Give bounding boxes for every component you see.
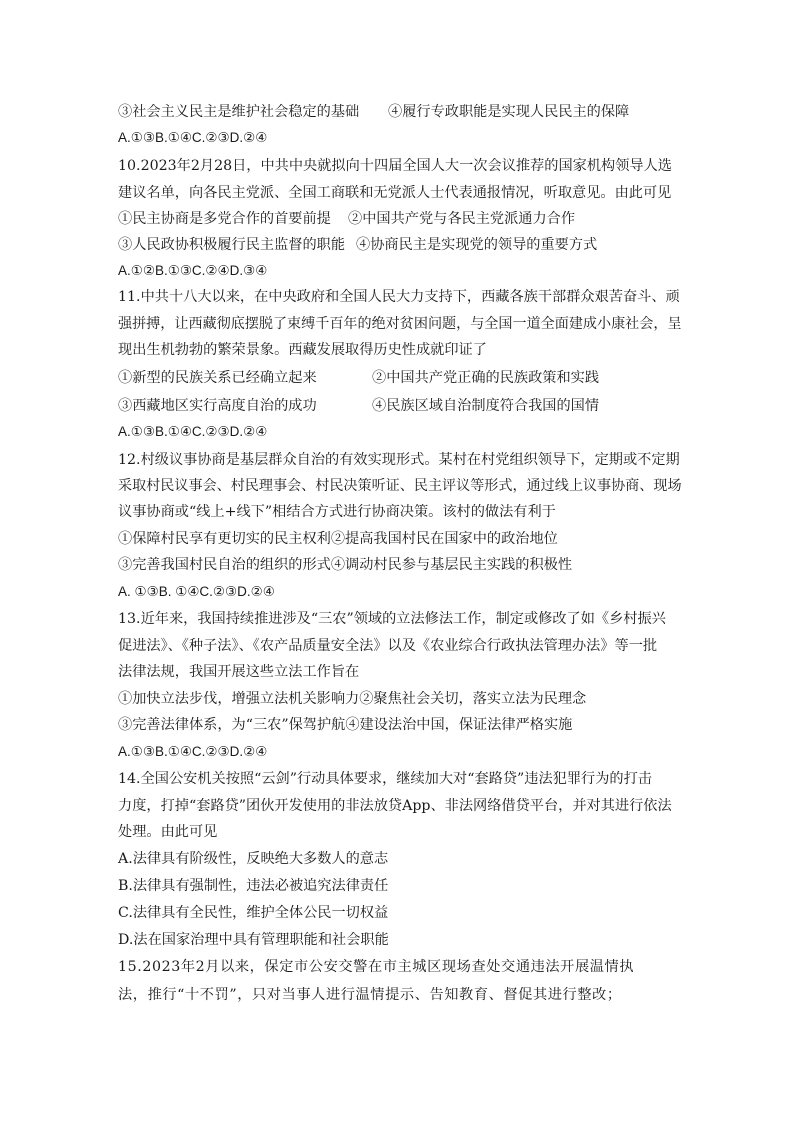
- q15-stem-line: 15.2023年2月以来，保定市公安交警在市主城区现场查处交通违法开展温情执: [118, 959, 635, 975]
- q12-stem-line: 12.村级议事协商是基层群众自治的有效实现形式。某村在村党组织领导下，定期或不定期: [118, 452, 680, 468]
- q11-statement-4: ④民族区域自治制度符合我国的国情: [372, 398, 600, 414]
- q9-statement-3: ③社会主义民主是维护社会稳定的基础: [118, 104, 360, 120]
- q14-stem-line: 力度，打掉“套路贷”团伙开发使用的非法放贷App、非法网络借贷平台，并对其进行依法: [118, 798, 672, 814]
- q10-statement-1: ①民主协商是多党合作的首要前提: [118, 211, 331, 227]
- q11-stem-line: 现出生机勃勃的繁荣景象。西藏发展取得历史性成就印证了: [118, 342, 487, 358]
- q10-statement-4: ④协商民主是实现党的领导的重要方式: [356, 237, 598, 253]
- q14-stem-line: 14.全国公安机关按照“云剑”行动具体要求，继续加大对“套路贷”违法犯罪行为的打击: [118, 771, 652, 787]
- q13-options: A.①③B.①④C.②③D.②④: [118, 744, 268, 759]
- q10-options: A.①②B.①③C.②④D.③④: [118, 263, 268, 278]
- q13-statements-row1: ①加快立法步伐，增强立法机关影响力②聚焦社会关切，落实立法为民理念: [118, 691, 587, 707]
- q11-stem-line: 11.中共十八大以来，在中央政府和全国人民大力支持下，西藏各族干部群众艰苦奋斗、顽: [118, 289, 680, 305]
- q10-statement-2: ②中国共产党与各民主党派通力合作: [348, 211, 576, 227]
- q13-stem-line: 法律法规，我国开展这些立法工作旨在: [118, 664, 360, 680]
- q12-stem-line: 采取村民议事会、村民理事会、村民决策听证、民主评议等形式，通过线上议事协商、现场: [118, 478, 682, 494]
- q15-stem-line: 法，推行“十不罚”，只对当事人进行温情提示、告知教育、督促其进行整改；: [118, 987, 622, 1003]
- q11-statement-3: ③西藏地区实行高度自治的成功: [118, 398, 317, 414]
- q10-statement-3: ③人民政协积极履行民主监督的职能: [118, 237, 346, 253]
- q14-choice-d: D.法在国家治理中具有管理职能和社会职能: [118, 932, 389, 948]
- q10-stem-line: 建议名单，向各民主党派、全国工商联和无党派人士代表通报情况，听取意见。由此可见: [118, 185, 672, 201]
- q13-statements-row2: ③完善法律体系，为“三农”保驾护航④建设法治中国，保证法律严格实施: [118, 717, 573, 733]
- q12-statements-row1: ①保障村民享有更切实的民主权利②提高我国村民在国家中的政治地位: [118, 531, 558, 547]
- q9-options: A.①③B.①④C.②③D.②④: [118, 130, 268, 145]
- q14-choice-c: C.法律具有全民性，维护全体公民一切权益: [118, 905, 389, 921]
- q12-stem-line: 议事协商或“线上+线下”相结合方式进行协商决策。该村的做法有利于: [118, 504, 556, 520]
- q10-stem-line: 10.2023年2月28日，中共中央就拟向十四届全国人大一次会议推荐的国家机构领导人选: [118, 158, 672, 174]
- q11-statement-2: ②中国共产党正确的民族政策和实践: [372, 370, 600, 386]
- q14-stem-line: 处理。由此可见: [118, 824, 218, 840]
- q11-stem-line: 强拼搏，让西藏彻底摆脱了束缚千百年的绝对贫困问题，与全国一道全面建成小康社会，呈: [118, 316, 682, 332]
- q11-options: A.①③B.①④C.②③D.②④: [118, 424, 268, 439]
- q14-choice-a: A.法律具有阶级性，反映绝大多数人的意志: [118, 851, 389, 867]
- q13-stem-line: 13.近年来，我国持续推进涉及“三农”领域的立法修法工作，制定或修改了如《乡村振兴: [118, 611, 666, 627]
- q14-choice-b: B.法律具有强制性，违法必被追究法律责任: [118, 878, 389, 894]
- q9-statement-4: ④履行专政职能是实现人民民主的保障: [388, 104, 630, 120]
- q12-statements-row2: ③完善我国村民自治的组织的形式④调动村民参与基层民主实践的积极性: [118, 557, 573, 573]
- q13-stem-line: 促进法》、《种子法》、《农产品质量安全法》以及《农业综合行政执法管理办法》等一批: [118, 638, 658, 654]
- q11-statement-1: ①新型的民族关系已经确立起来: [118, 370, 317, 386]
- q12-options: A. ①③B. ①④C.②③D.②④: [118, 584, 275, 599]
